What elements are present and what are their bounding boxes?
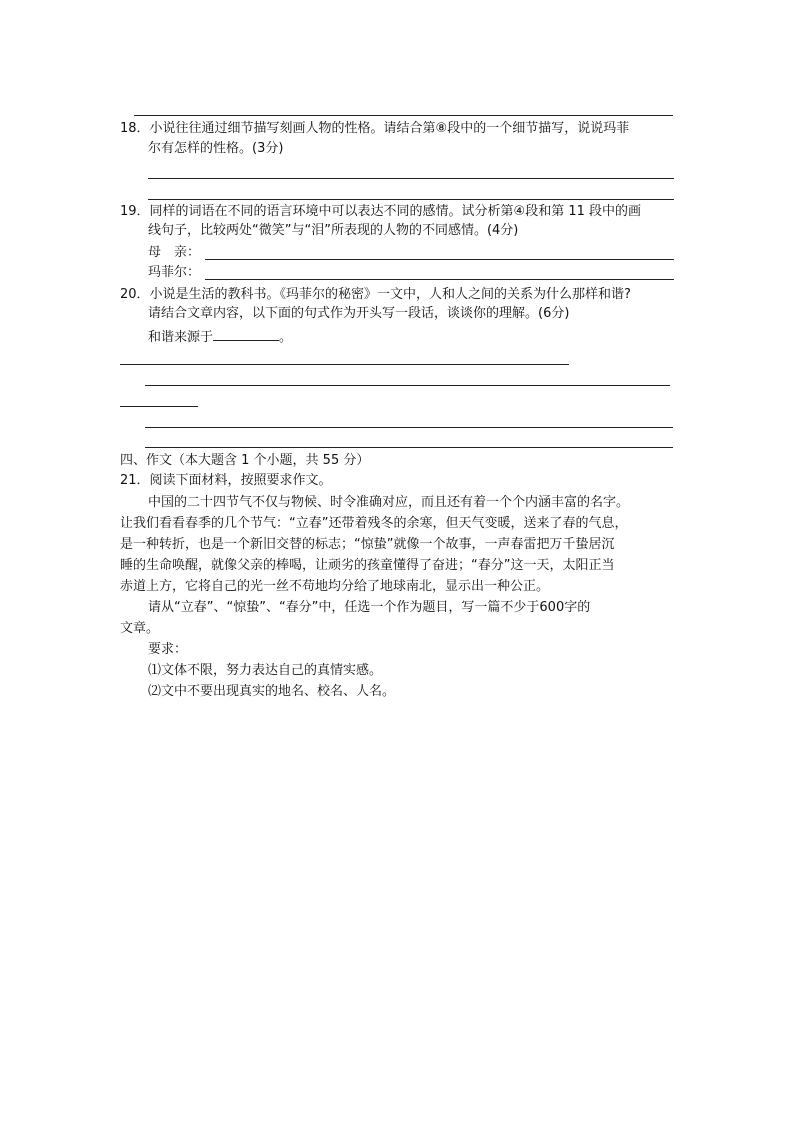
requirement-2: ⑵文中不要出现真实的地名、校名、人名。 <box>148 684 396 699</box>
material-line-1: 中国的二十四节气不仅与物候、时令准确对应，而且还有着一个个内涵丰富的名字。 <box>148 495 630 510</box>
q20-answer-line-5[interactable] <box>145 447 673 448</box>
requirements-label: 要求： <box>148 642 188 657</box>
q20-answer-line-1[interactable] <box>120 364 569 365</box>
q18-line2: 尔有怎样的性格。(3分) <box>148 141 284 156</box>
q19-mother-answer-line[interactable] <box>205 259 674 260</box>
requirement-1: ⑴文体不限，努力表达自己的真情实感。 <box>148 663 383 678</box>
q20-prompt-suffix: 。 <box>279 330 293 345</box>
q19-line2: 线句子，比较两处“微笑”与“泪”所表现的人物的不同感情。(4分) <box>148 223 519 238</box>
q18-line1: 18．小说往往通过细节描写刻画人物的性格。请结合第⑧段中的一个细节描写，说说玛菲 <box>120 121 630 136</box>
instruction-line-2: 文章。 <box>120 621 160 636</box>
material-line-5: 赤道上方，它将自己的光一丝不苟地均分给了地球南北，显示出一种公正。 <box>120 579 550 594</box>
q18-answer-line-1[interactable] <box>148 178 674 179</box>
material-line-2: 让我们看看春季的几个节气：“立春”还带着残冬的余寒，但天气变暖，送来了春的气息， <box>120 516 628 531</box>
material-line-4: 睡的生命唤醒，就像父亲的棒喝，让顽劣的孩童懂得了奋进；“春分”这一天，太阳正当 <box>120 558 615 573</box>
q20-line1: 20．小说是生活的教科书。《玛菲尔的秘密》一文中，人和人之间的关系为什么那样和谐? <box>120 287 631 302</box>
answer-line-top <box>134 115 673 116</box>
q20-line2: 请结合文章内容，以下面的句式作为开头写一段话，谈谈你的理解。(6分) <box>148 306 570 321</box>
q19-line1: 19．同样的词语在不同的语言环境中可以表达不同的感情。试分析第④段和第 11 段中的画 <box>120 204 642 219</box>
q20-answer-line-4[interactable] <box>145 427 673 428</box>
q19-mother-label: 母 亲： <box>148 245 201 260</box>
q18-answer-line-2[interactable] <box>148 199 674 200</box>
q19-mafeier-answer-line[interactable] <box>205 279 674 280</box>
q20-prompt-prefix: 和谐来源于 <box>148 330 214 345</box>
q20-prompt <box>148 328 292 347</box>
q20-answer-line-2[interactable] <box>145 385 670 386</box>
q20-fill-blank[interactable] <box>213 328 279 341</box>
q20-answer-line-3[interactable] <box>120 406 198 407</box>
material-line-3: 是一种转折，也是一个新旧交替的标志；“惊蛰”就像一个故事，一声春雷把万千蛰居沉 <box>120 537 615 552</box>
section4-heading: 四、作文（本大题含 1 个小题，共 55 分） <box>120 453 370 468</box>
q21-intro: 21．阅读下面材料，按照要求作文。 <box>120 473 332 488</box>
q19-mafeier-label: 玛菲尔： <box>148 265 201 280</box>
instruction-line-1: 请从“立春”、“惊蛰”、“春分”中，任选一个作为题目，写一篇不少于600字的 <box>148 600 591 615</box>
